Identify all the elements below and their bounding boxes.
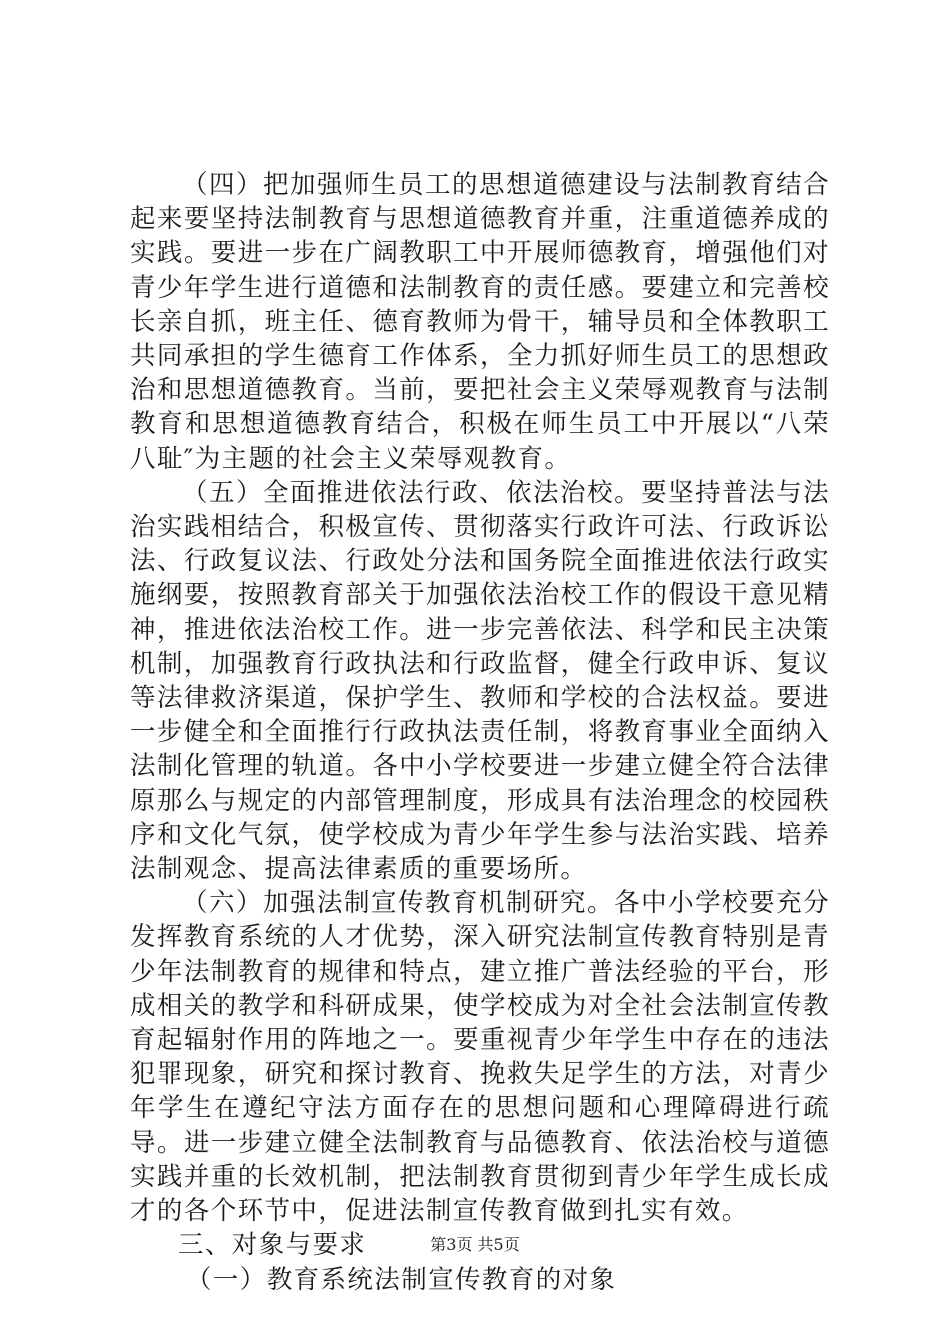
sub-heading: （一）教育系统法制宣传教育的对象 — [186, 1264, 617, 1295]
paragraph-rule-of-law: （五）全面推进依法行政、依法治校。要坚持普法与法治实践相结合，积极宣传、贯彻落实行政许可法、行政诉讼法、行政复议法、行政处分法和国务院全面推进依法行政实施纲要，按照教育部关于加强依法治校工作的假设干意见精神，推进依法治校工作。进一步完善依法、科学和民主决策机制，加强教育行政执法和行政监督，健全行政申诉、复议等法律救济渠道，保护学生、教师和学校的合法权益。要进一步健全和全面推行行政执法责任制，将教育事业全面纳入法制化管理的轨道。各中小学校要进一步建立健全符合法律原那么与规定的内部管理制度，形成具有法治理念的校园秩序和文化气氛，使学校成为青少年学生参与法治实践、培养法制观念、提高法律素质的重要场所。 — [130, 477, 830, 885]
paragraph-moral-legal-education: （四）把加强师生员工的思想道德建设与法制教育结合起来要坚持法制教育与思想道德教育并重，注重道德养成的实践。要进一步在广阔教职工中开展师德教育，增强他们对青少年学生进行道德和法制教育的责任感。要建立和完善校长亲自抓，班主任、德育教师为骨干，辅导员和全体教职工共同承担的学生德育工作体系，全力抓好师生员工的思想政治和思想道德教育。当前，要把社会主义荣辱观教育与法制教育和思想道德教育结合，积极在师生员工中开展以“八荣八耻″为主题的社会主义荣辱观教育。 — [130, 170, 830, 474]
document-body — [130, 168, 830, 1297]
paragraph-mechanism-research: （六）加强法制宣传教育机制研究。各中小学校要充分发挥教育系统的人才优势，深入研究法制宣传教育特别是青少年法制教育的规律和特点，建立推广普法经验的平台，形成相关的教学和科研成果，使学校成为对全社会法制宣传教育起辐射作用的阵地之一。要重视青少年学生中存在的违法犯罪现象，研究和探讨教育、挽救失足学生的方法，对青少年学生在遵纪守法方面存在的思想问题和心理障碍进行疏导。进一步建立健全法制教育与品德教育、依法治校与道德实践并重的长效机制，把法制教育贯彻到青少年学生成长成才的各个环节中，促进法制宣传教育做到扎实有效。 — [130, 888, 830, 1227]
section-heading: 三、对象与要求 — [178, 1230, 367, 1261]
page-number-footer: 第3页 共5页 — [430, 1235, 520, 1254]
